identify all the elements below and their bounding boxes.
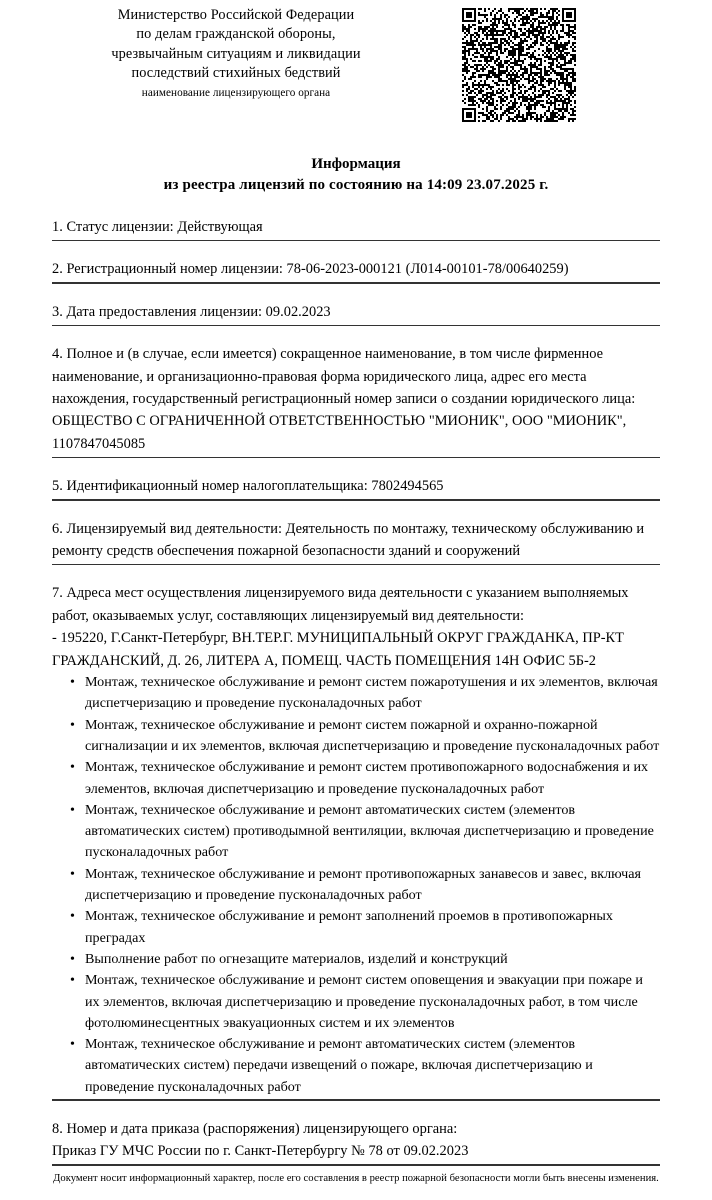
bullet-icon: •	[70, 908, 75, 925]
works-list-item-label: Монтаж, техническое обслуживание и ремонт автоматических систем (элементов автоматических систем) передачи извещений о пожаре, включая диспетчеризацию и проведение пусконаладочных работ	[85, 1036, 593, 1095]
works-list-item	[52, 906, 660, 949]
section-taxpayer-number	[52, 475, 660, 500]
section-8-intro: 8. Номер и дата приказа (распоряжения) лицензирующего органа:	[52, 1121, 458, 1138]
qr-code-canvas	[458, 4, 582, 130]
works-list-item-label: Монтаж, техническое обслуживание и ремонт автоматических систем (элементов автоматических систем) противодымной вентиляции, включая диспетчеризацию и проведение пусконаладочных работ	[85, 801, 654, 861]
ministry-line-1: Министерство Российской Федерации	[117, 7, 355, 23]
works-list-item-label: Монтаж, техническое обслуживание и ремонт систем пожаротушения и их элементов, включая диспетчеризацию и проведение пусконаладочных работ	[85, 674, 658, 712]
works-list-item	[52, 757, 660, 800]
section-license-status	[52, 216, 660, 241]
page-title: Информация	[311, 156, 401, 172]
licensing-authority-caption: наименование лицензирующего органа	[141, 86, 331, 99]
section-7-intro: 7. Адреса мест осуществления лицензируемого вида деятельности с указанием выполняемых работ, оказываемых услуг, составляющих лицензируемый вид деятельности:	[52, 585, 629, 624]
section-6-text: 6. Лицензируемый вид деятельности: Деятельность по монтажу, техническому обслуживанию и ремонту средств обеспечения пожарной безопасности зданий и сооружений	[52, 520, 645, 560]
section-5-text: 5. Идентификационный номер налогоплательщика: 7802494565	[52, 478, 444, 495]
bullet-icon: •	[70, 801, 75, 818]
works-list-item-label: Монтаж, техническое обслуживание и ремонт систем противопожарного водоснабжения и их элементов, включая диспетчеризацию и проведение пусконаладочных работ	[85, 759, 649, 797]
section-4-text: 4. Полное и (в случае, если имеется) сокращенное наименование, в том числе фирменное наименование, и организационно-правовая форма юридического лица, адрес его места нахождения, государственный регистрационный номер записи о создании юридического лица: ОБЩЕСТВО С ОГРАНИЧЕННОЙ ОТВЕТСТВЕННОСТЬЮ "МИОНИК", ООО "МИОНИК", 1107847045085	[52, 346, 636, 452]
section-7-address: - 195220, Г.Санкт-Петербург, ВН.ТЕР.Г. МУНИЦИПАЛЬНЫЙ ОКРУГ ГРАЖДАНКА, ПР-КТ ГРАЖДАНСКИЙ, Д. 26, ЛИТЕРА А, ПОМЕЩ. ЧАСТЬ ПОМЕЩЕНИЯ 14Н ОФИС 5Б-2	[52, 630, 624, 669]
document-header	[0, 0, 712, 140]
bullet-icon: •	[70, 1036, 75, 1053]
section-1-text: 1. Статус лицензии: Действующая	[52, 219, 263, 235]
works-list-item-label: Монтаж, техническое обслуживание и ремонт противопожарных занавесов и завес, включая диспетчеризацию и проведение пусконаладочных работ	[85, 865, 641, 904]
bullet-icon: •	[70, 674, 75, 691]
works-list-item	[52, 715, 660, 758]
section-license-date	[52, 301, 660, 326]
works-list-item	[52, 1034, 660, 1098]
section-order-number	[52, 1118, 660, 1166]
document-body	[0, 216, 712, 1166]
section-activity-addresses	[52, 582, 660, 1101]
works-list-item	[52, 970, 660, 1034]
bullet-icon: •	[70, 972, 75, 989]
footer-disclaimer: Документ носит информационный характер, после его составления в реестр пожарной безопасности могли быть внесены изменения.	[53, 1173, 659, 1184]
section-3-text: 3. Дата предоставления лицензии: 09.02.2023	[52, 303, 331, 320]
works-list-item-label: Монтаж, техническое обслуживание и ремонт систем оповещения и эвакуации при пожаре и их элементов, включая диспетчеризацию и проведение пусконаладочных работ, в том числе фотолюминесцентных эвакуационных систем и их элементов	[85, 972, 643, 1031]
works-list-item-label: Монтаж, техническое обслуживание и ремонт заполнений проемов в противопожарных преградах	[85, 908, 613, 946]
bullet-icon: •	[70, 865, 75, 882]
ministry-line-3: чрезвычайным ситуациям и ликвидации	[111, 45, 361, 62]
qr-code	[458, 4, 582, 130]
works-list	[52, 672, 660, 1098]
works-list-item-label: Монтаж, техническое обслуживание и ремонт систем пожарной и охранно-пожарной сигнализации и их элементов, включая диспетчеризацию и проведение пусконаладочных работ	[85, 716, 660, 754]
page-subtitle: из реестра лицензий по состоянию на 14:09 23.07.2025 г.	[163, 177, 549, 193]
bullet-icon: •	[70, 759, 75, 776]
ministry-line-4: последствий стихийных бедствий	[131, 65, 341, 82]
ministry-line-2: по делам гражданской обороны,	[136, 26, 336, 43]
section-8-value: Приказ ГУ МЧС России по г. Санкт-Петербургу № 78 от 09.02.2023	[52, 1143, 469, 1160]
section-licensed-activity	[52, 518, 660, 566]
section-2-text: 2. Регистрационный номер лицензии: 78-06-2023-000121 (Л014-00101-78/00640259)	[52, 261, 569, 278]
bullet-icon: •	[70, 716, 75, 733]
works-list-item	[52, 672, 660, 715]
works-list-item-label: Выполнение работ по огнезащите материалов, изделий и конструкций	[85, 950, 508, 967]
works-list-item	[52, 800, 660, 864]
licensing-authority-name	[56, 6, 416, 101]
section-legal-entity	[52, 343, 660, 458]
works-list-item	[52, 864, 660, 907]
section-registration-number	[52, 258, 660, 283]
bullet-icon: •	[70, 950, 75, 967]
works-list-item	[52, 949, 660, 970]
